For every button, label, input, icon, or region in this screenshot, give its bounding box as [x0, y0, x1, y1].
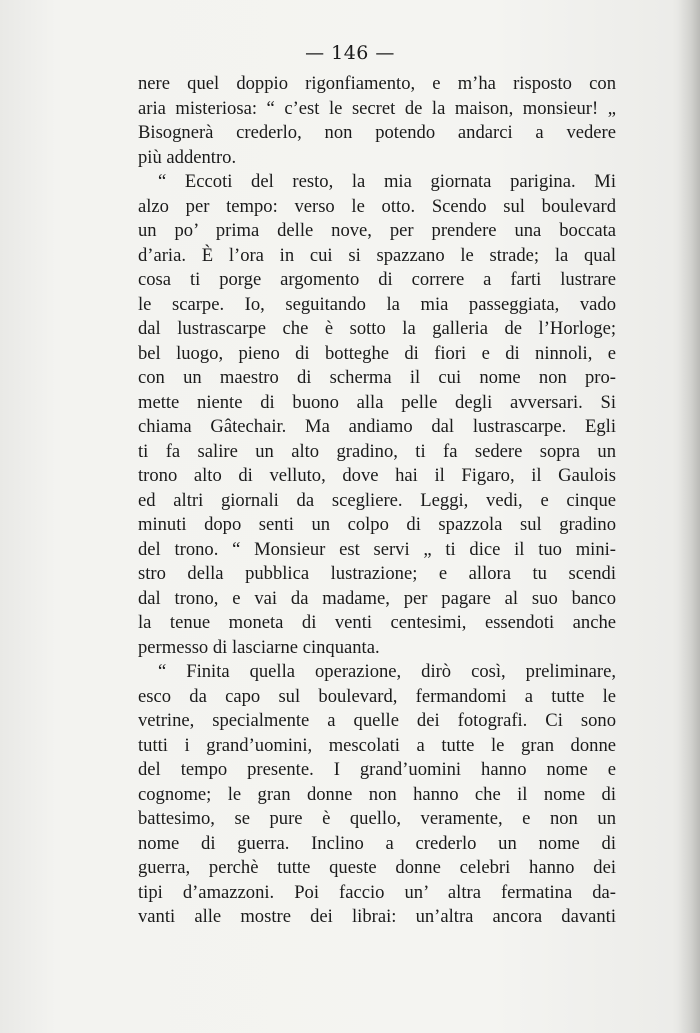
text-line: alzo per tempo: verso le otto. Scendo sul boulevard	[138, 195, 616, 217]
text-line: nome di guerra. Inclino a crederlo un nome di	[138, 832, 616, 854]
text-line: ed altri giornali da scegliere. Leggi, vedi, e cinque	[138, 489, 616, 511]
text-line: tipi d’amazzoni. Poi faccio un’ altra fermatina da-	[138, 881, 616, 903]
text-line: chiama Gâtechair. Ma andiamo dal lustrascarpe. Egli	[138, 416, 616, 437]
text-line: con un maestro di scherma il cui nome non pro-	[138, 367, 616, 388]
text-line: cosa ti porge argomento di correre a farti lustrare	[138, 269, 616, 290]
text-line: esco da capo sul boulevard, fermandomi a tutte le	[138, 685, 616, 707]
text-line: vanti alle mostre dei librai: un’altra ancora davanti	[138, 906, 616, 927]
text-line: bel luogo, pieno di botteghe di fiori e di ninnoli, e	[138, 342, 616, 364]
text-line: del tempo presente. I grand’uomini hanno nome e	[138, 759, 616, 780]
page-edge-shadow	[678, 0, 700, 1033]
text-line: guerra, perchè tutte queste donne celebri hanno dei	[138, 857, 616, 878]
text-line: dal trono, e vai da madame, per pagare al suo banco	[138, 587, 616, 609]
text-line: aria misteriosa: “ c’est le secret de la maison, monsieur! „	[138, 97, 616, 119]
text-line: battesimo, se pure è quello, veramente, e non un	[138, 808, 616, 829]
text-line: cognome; le gran donne non hanno che il nome di	[138, 783, 616, 805]
text-line: nere quel doppio rigonfiamento, e m’ha risposto con	[138, 73, 616, 94]
text-line: del trono. “ Monsieur est servi „ ti dice il tuo mini-	[138, 538, 616, 560]
text-line: stro della pubblica lustrazione; e allora tu scendi	[138, 563, 616, 584]
page-number: — 146 —	[305, 42, 395, 64]
text-line: dal lustrascarpe che è sotto la galleria de l’Horloge;	[138, 318, 616, 339]
text-line: “ Eccoti del resto, la mia giornata parigina. Mi	[158, 171, 616, 192]
text-line: d’aria. È l’ora in cui si spazzano le strade; la qual	[138, 244, 616, 266]
text-line: permesso di lasciarne cinquanta.	[138, 636, 380, 658]
text-line: la tenue moneta di venti centesimi, essendoti anche	[138, 612, 616, 633]
text-line: minuti dopo senti un colpo di spazzola sul gradino	[138, 514, 616, 535]
text-line: Bisognerà crederlo, non potendo andarci a vedere	[138, 122, 616, 143]
text-line: vetrine, specialmente a quelle dei fotografi. Ci sono	[138, 710, 616, 731]
text-line: mette niente di buono alla pelle degli avversari. Si	[138, 391, 616, 413]
text-line: “ Finita quella operazione, dirò così, preliminare,	[158, 661, 616, 682]
text-line: trono alto di velluto, dove hai il Figaro, il Gaulois	[138, 465, 616, 486]
text-line: un po’ prima delle nove, per prendere una boccata	[138, 220, 616, 241]
text-line: le scarpe. Io, seguitando la mia passeggiata, vado	[138, 293, 616, 315]
text-line: ti fa salire un alto gradino, ti fa sedere sopra un	[138, 440, 616, 462]
text-line: tutti i grand’uomini, mescolati a tutte le gran donne	[138, 734, 616, 756]
body-text	[138, 72, 616, 930]
text-line: più addentro.	[138, 146, 237, 168]
